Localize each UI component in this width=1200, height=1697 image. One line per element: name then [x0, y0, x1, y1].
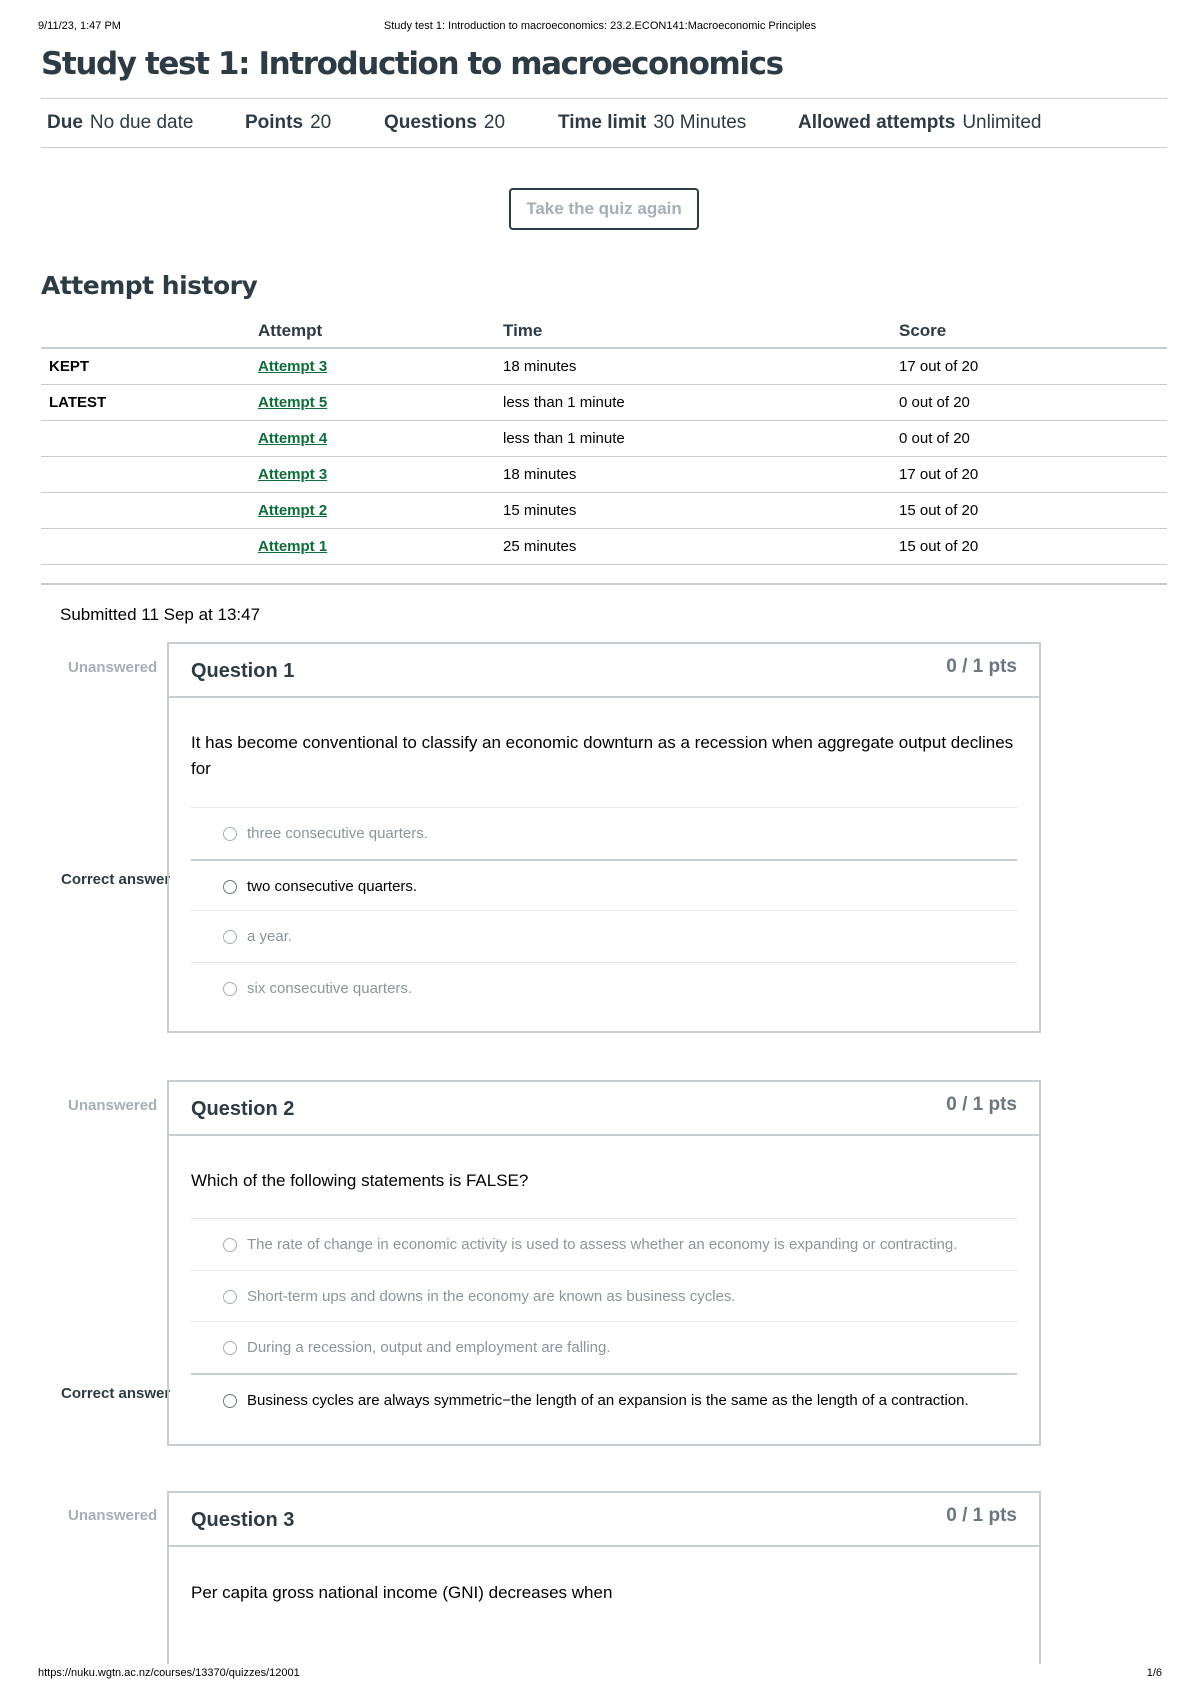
question-text: It has become conventional to classify an economic downturn as a recession when aggregate output declines for — [191, 733, 1014, 778]
table-row — [41, 456, 1167, 492]
radio-icon[interactable] — [223, 827, 237, 841]
attempt-cell — [258, 348, 503, 384]
attempt-link[interactable]: Attempt 1 — [258, 537, 328, 555]
attempt-time: 25 minutes — [503, 528, 899, 564]
meta-questions-value: 20 — [483, 112, 506, 133]
question-title: Question 3 — [191, 1509, 295, 1531]
meta-points-label: Points — [245, 112, 304, 133]
attempt-cell — [258, 420, 503, 456]
quiz-meta-bar — [41, 98, 1167, 148]
attempt-score: 0 out of 20 — [899, 420, 1167, 456]
column-header-score: Score — [899, 314, 1167, 348]
answer-text: a year. — [247, 928, 293, 945]
answer-text: The rate of change in economic activity is used to assess whether an economy is expanding or contracting. — [247, 1236, 958, 1253]
print-datetime: 9/11/23, 1:47 PM — [38, 20, 121, 32]
attempt-history-title: Attempt history — [41, 271, 258, 300]
meta-attempts-value: Unlimited — [962, 112, 1042, 133]
attempt-link[interactable]: Attempt 4 — [258, 429, 328, 447]
question-header — [169, 1082, 1039, 1136]
print-doc-title: Study test 1: Introduction to macroeconomics: 23.2.ECON141:Macroeconomic Principles — [383, 20, 817, 32]
question-header — [169, 644, 1039, 698]
section-divider — [41, 583, 1167, 585]
attempt-score: 17 out of 20 — [899, 456, 1167, 492]
answer-list — [191, 1218, 1017, 1424]
meta-allowed-attempts — [798, 112, 1042, 134]
question-title: Question 2 — [191, 1098, 295, 1120]
attempt-history-table — [41, 314, 1167, 565]
answer-option[interactable] — [191, 910, 1017, 962]
answer-text: six consecutive quarters. — [247, 979, 413, 997]
answer-text: Short-term ups and downs in the economy are known as business cycles. — [247, 1287, 736, 1305]
question-card — [167, 642, 1041, 1033]
question-text: Per capita gross national income (GNI) decreases when — [191, 1583, 613, 1602]
question-points: 0 / 1 pts — [946, 1505, 1017, 1526]
meta-attempts-label: Allowed attempts — [798, 112, 956, 133]
attempt-row-label — [41, 492, 258, 528]
meta-questions-label: Questions — [384, 112, 477, 133]
attempt-score: 0 out of 20 — [899, 384, 1167, 420]
attempt-row-label — [41, 420, 258, 456]
take-quiz-again-button[interactable]: Take the quiz again — [509, 188, 699, 230]
answer-text: two consecutive quarters. — [247, 877, 418, 895]
attempt-score: 15 out of 20 — [899, 528, 1167, 564]
attempt-link[interactable]: Attempt 2 — [258, 501, 328, 519]
table-row — [41, 420, 1167, 456]
submitted-timestamp: Submitted 11 Sep at 13:47 — [60, 605, 261, 624]
question-header — [169, 1493, 1039, 1547]
question-title: Question 1 — [191, 660, 295, 682]
question-status-badge: Unanswered — [68, 659, 158, 676]
attempt-row-label — [41, 456, 258, 492]
radio-icon[interactable] — [223, 1238, 237, 1252]
radio-icon[interactable] — [223, 1341, 237, 1355]
radio-icon[interactable] — [223, 880, 237, 894]
attempt-time: less than 1 minute — [503, 420, 899, 456]
answer-option[interactable] — [191, 807, 1017, 859]
radio-icon[interactable] — [223, 930, 237, 944]
correct-answer-label: Correct answer — [61, 1385, 171, 1402]
meta-points-value: 20 — [310, 112, 332, 133]
meta-due — [47, 112, 193, 134]
print-header — [38, 20, 1162, 36]
column-header-time: Time — [503, 314, 899, 348]
attempt-cell — [258, 528, 503, 564]
attempt-row-label: LATEST — [41, 384, 258, 420]
meta-questions — [384, 112, 505, 134]
answer-list — [191, 807, 1017, 1013]
radio-icon[interactable] — [223, 1394, 237, 1408]
radio-icon[interactable] — [223, 1290, 237, 1304]
meta-points — [245, 112, 331, 134]
question-status-badge: Unanswered — [68, 1507, 158, 1524]
question-points: 0 / 1 pts — [946, 1094, 1017, 1115]
meta-time-limit-label: Time limit — [558, 112, 647, 133]
answer-option[interactable] — [191, 1270, 1017, 1322]
attempt-row-label: KEPT — [41, 348, 258, 384]
attempt-link[interactable]: Attempt 3 — [258, 465, 328, 483]
page-title: Study test 1: Introduction to macroeconomics — [41, 46, 783, 82]
attempt-score: 15 out of 20 — [899, 492, 1167, 528]
meta-time-limit — [558, 112, 746, 134]
table-row — [41, 348, 1167, 384]
meta-time-limit-value: 30 Minutes — [653, 112, 747, 133]
attempt-link[interactable]: Attempt 3 — [258, 357, 328, 375]
attempt-time: 18 minutes — [503, 456, 899, 492]
answer-option-correct[interactable] — [191, 859, 1017, 911]
attempt-cell — [258, 492, 503, 528]
question-card — [167, 1080, 1041, 1446]
attempt-time: less than 1 minute — [503, 384, 899, 420]
question-text: Which of the following statements is FALSE? — [191, 1171, 529, 1190]
attempt-row-label — [41, 528, 258, 564]
table-row — [41, 528, 1167, 564]
answer-text: During a recession, output and employment are falling. — [247, 1339, 611, 1356]
attempt-cell — [258, 456, 503, 492]
correct-answer-label: Correct answer — [61, 871, 171, 888]
attempt-history-header-row — [41, 314, 1167, 348]
answer-text: three consecutive quarters. — [247, 825, 428, 842]
answer-option[interactable] — [191, 1218, 1017, 1270]
attempt-time: 18 minutes — [503, 348, 899, 384]
question-points: 0 / 1 pts — [946, 656, 1017, 677]
attempt-time: 15 minutes — [503, 492, 899, 528]
table-row — [41, 492, 1167, 528]
meta-due-label: Due — [47, 112, 83, 133]
print-page-number: 1/6 — [1146, 1667, 1162, 1679]
answer-option[interactable] — [191, 962, 1017, 1014]
print-url: https://nuku.wgtn.ac.nz/courses/13370/quizzes/12001 — [38, 1667, 300, 1679]
question-status-badge: Unanswered — [68, 1097, 158, 1114]
column-header-attempt: Attempt — [258, 314, 503, 348]
radio-icon[interactable] — [223, 982, 237, 996]
table-row — [41, 384, 1167, 420]
answer-text: Business cycles are always symmetric−the length of an expansion is the same as the length of a contraction. — [247, 1391, 969, 1409]
question-card — [167, 1491, 1041, 1664]
attempt-score: 17 out of 20 — [899, 348, 1167, 384]
attempt-cell — [258, 384, 503, 420]
meta-due-value: No due date — [89, 112, 194, 133]
column-header-label — [41, 314, 258, 348]
answer-option[interactable] — [191, 1321, 1017, 1373]
answer-option-correct[interactable] — [191, 1373, 1017, 1425]
attempt-link[interactable]: Attempt 5 — [258, 393, 328, 411]
